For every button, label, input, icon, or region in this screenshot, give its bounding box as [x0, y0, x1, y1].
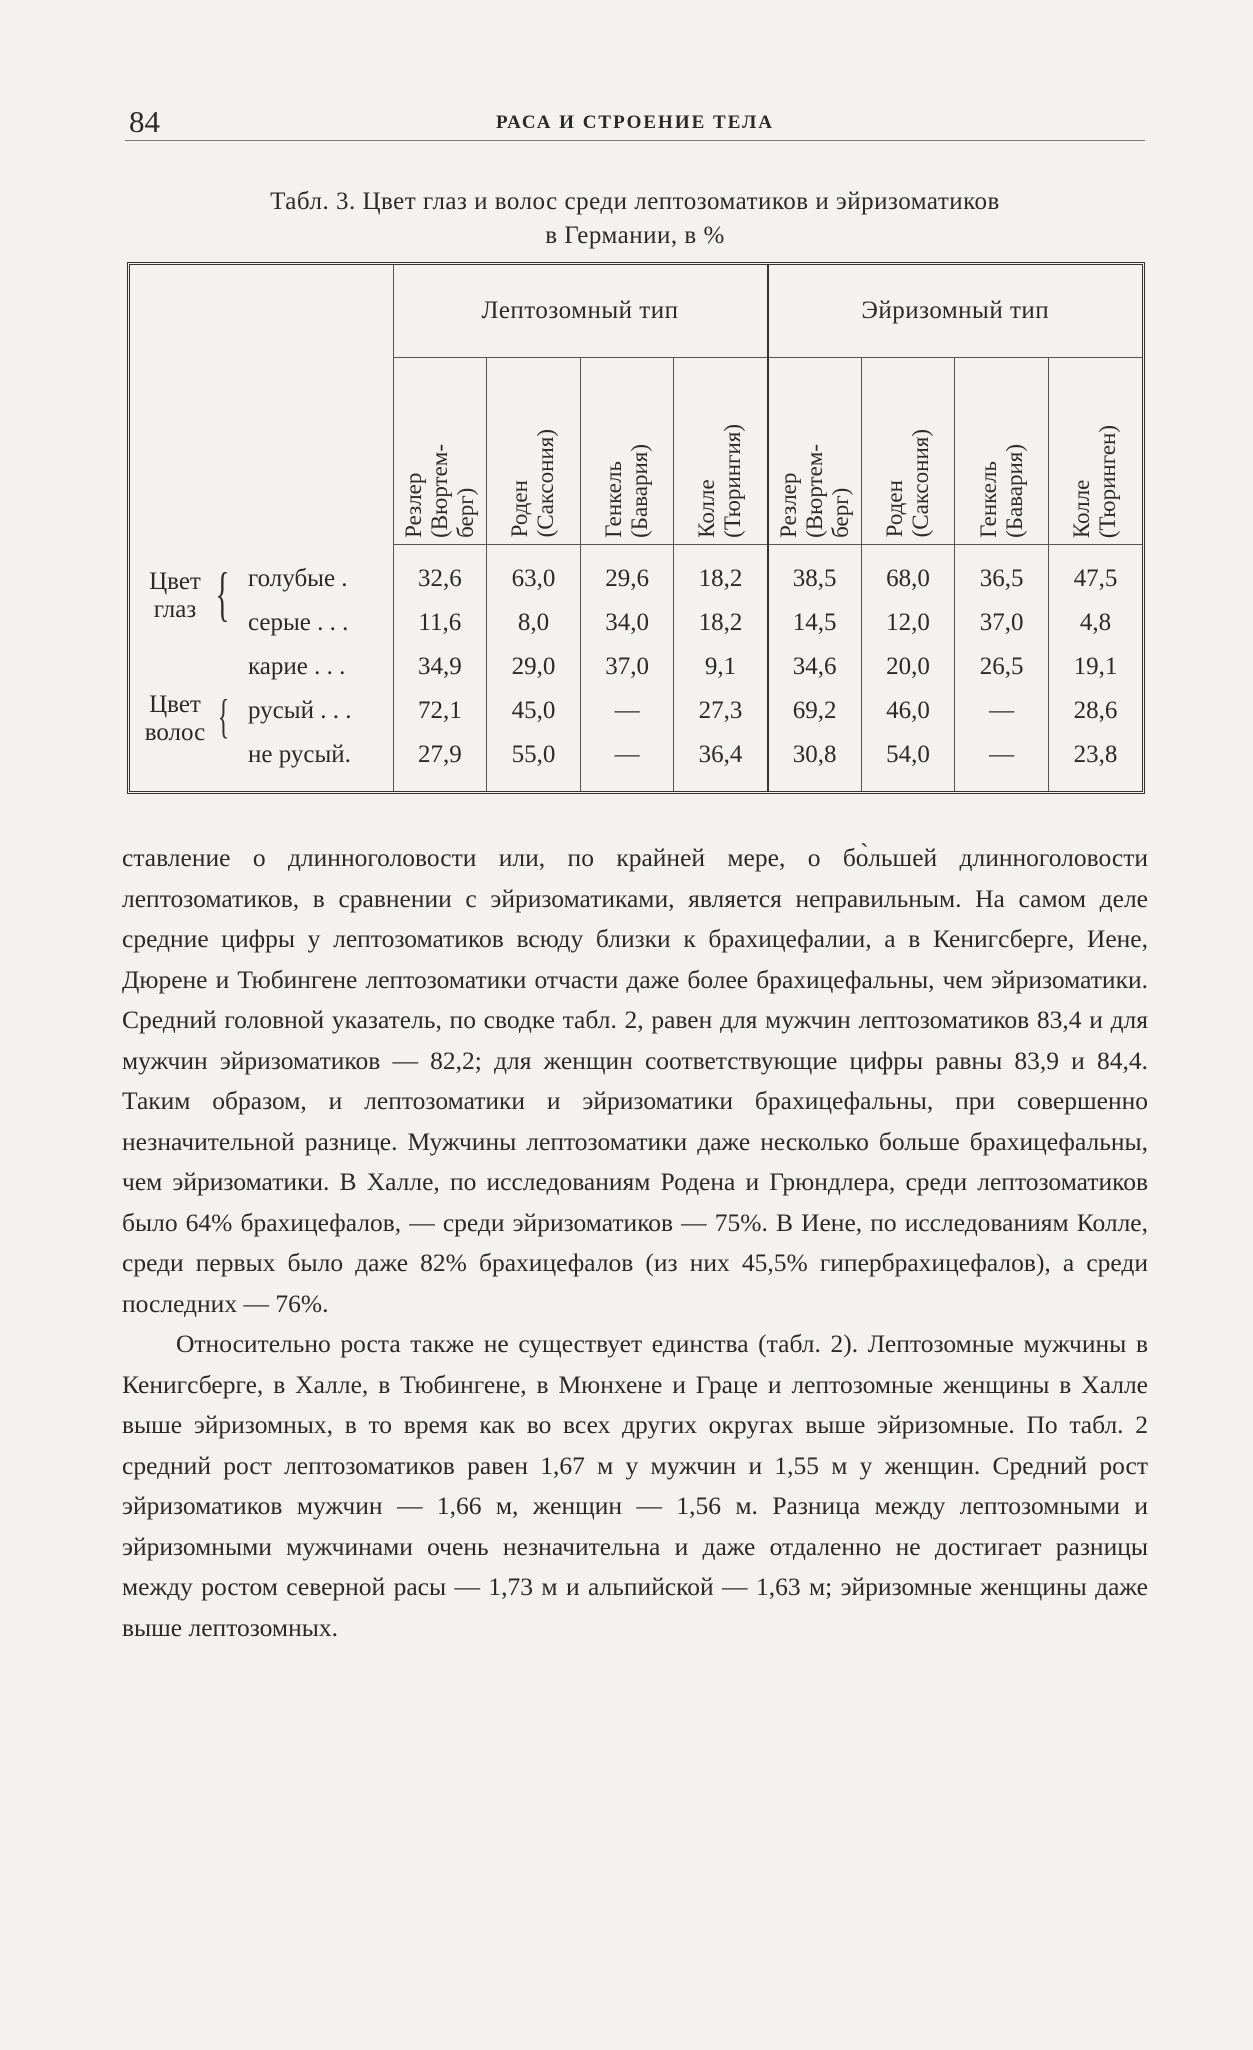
table-cell: 55,0	[487, 733, 581, 791]
table-cell: 11,6	[393, 601, 487, 645]
table-cell: 38,5	[768, 544, 862, 601]
table-cell: 27,9	[393, 733, 487, 791]
column-header: Резлер (Вюртем- берг)	[768, 357, 862, 544]
table-cell: 34,0	[580, 601, 674, 645]
table-cell: 72,1	[393, 689, 487, 733]
table-cell: —	[580, 689, 674, 733]
table-cell: 20,0	[861, 645, 955, 689]
table-cell: 45,0	[487, 689, 581, 733]
column-header: Генкель (Бавария)	[955, 357, 1049, 544]
table-row	[130, 733, 1142, 791]
row-label: русый . . .	[248, 696, 352, 724]
brace-icon: {	[215, 561, 230, 628]
row-group-label-eyes: Цвет глаз	[149, 568, 201, 624]
table-cell: 18,2	[674, 544, 768, 601]
table-cell: 36,5	[955, 544, 1049, 601]
row-group-label-hair: Цвет волос	[144, 690, 206, 746]
table-row	[130, 689, 1142, 733]
table-cell: 30,8	[768, 733, 862, 791]
table-cell: 34,6	[768, 645, 862, 689]
eye-hair-color-table	[130, 265, 1142, 791]
table-cell: 36,4	[674, 733, 768, 791]
table-cell: 14,5	[768, 601, 862, 645]
table-cell: 9,1	[674, 645, 768, 689]
table-cell: 68,0	[861, 544, 955, 601]
group-header-leptosome: Лептозомный тип	[393, 265, 768, 357]
table-row	[130, 645, 1142, 689]
table-stub-header	[130, 265, 393, 544]
running-head: РАСА И СТРОЕНИЕ ТЕЛА	[495, 112, 775, 133]
table-cell: 28,6	[1048, 689, 1142, 733]
table-cell: 23,8	[1048, 733, 1142, 791]
table-cell: 47,5	[1048, 544, 1142, 601]
table-cell: 26,5	[955, 645, 1049, 689]
table-cell: 27,3	[674, 689, 768, 733]
table-cell: 34,9	[393, 645, 487, 689]
column-header: Колле (Тюринген)	[1048, 357, 1142, 544]
data-table-frame	[127, 262, 1145, 794]
caption-line-1: Табл. 3. Цвет глаз и волос среди лептозоматиков и эйризоматиков	[270, 188, 1000, 215]
page-number: 84	[129, 104, 160, 139]
table-cell: 37,0	[580, 645, 674, 689]
column-header: Роден (Саксония)	[861, 357, 955, 544]
paragraph: Относительно роста также не существует единства (табл. 2). Лептозомные мужчины в Кенигсберге, в Халле, в Тюбингене, в Мюнхене и Граце и лептозомные женщины в Халле выше эйризомных, в то время как во всех других округах выше эйризомные. По табл. 2 средний рост лептозоматиков равен 1,67 м у мужчин и 1,55 м у женщин. Средний рост эйризоматиков мужчин — 1,66 м, женщин — 1,56 м. Разница между лептозомными и эйризомными мужчинами очень незначительна и даже отдаленно не достигает разницы между ростом северной расы — 1,73 м и альпийской — 1,63 м; эйризомные женщины даже выше лептозомных.	[122, 1329, 1148, 1642]
table-cell: 29,0	[487, 645, 581, 689]
column-header: Резлер (Вюртем- берг)	[393, 357, 487, 544]
table-cell: —	[580, 733, 674, 791]
table-cell: 12,0	[861, 601, 955, 645]
body-text	[122, 838, 1148, 1648]
table-cell: 8,0	[487, 601, 581, 645]
paragraph: ставление о длинноголовости или, по крайней мере, о бо̀льшей длинноголовости лептозоматиков, в сравнении с эйризоматиками, является неправильным. На самом деле средние цифры у лептозоматиков всюду близки к брахицефалии, а в Кенигсберге, Иене, Дюрене и Тюбингене лептозоматики отчасти даже более брахицефальны, чем эйризоматики. Средний головной указатель, по сводке табл. 2, равен для мужчин лептозоматиков 83,4 и для мужчин эйризоматиков — 82,2; для женщин соответствующие цифры равны 83,9 и 84,4. Таким образом, и лептозоматики и эйризоматики брахицефальны, при совершенно незначительной разнице. Мужчины лептозоматики даже несколько больше брахицефальны, чем эйризоматики. В Халле, по исследованиям Родена и Грюндлера, среди лептозоматиков было 64% брахицефалов, — среди эйризоматиков — 75%. В Иене, по исследованиям Колле, среди первых было даже 82% брахицефалов (из них 45,5% гипербрахицефалов), а среди последних — 76%.	[122, 843, 1148, 1318]
column-header: Роден (Саксония)	[487, 357, 581, 544]
column-header: Генкель (Бавария)	[580, 357, 674, 544]
table-cell: 37,0	[955, 601, 1049, 645]
table-cell: 69,2	[768, 689, 862, 733]
table-cell: —	[955, 689, 1049, 733]
caption-line-2: в Германии, в %	[545, 222, 725, 249]
table-cell: 19,1	[1048, 645, 1142, 689]
row-label: серые . . .	[248, 608, 349, 636]
table-cell: 29,6	[580, 544, 674, 601]
brace-icon: {	[217, 689, 230, 743]
table-cell: 32,6	[393, 544, 487, 601]
row-label: не русый.	[248, 740, 351, 768]
table-caption	[125, 185, 1145, 253]
page-header	[125, 100, 1145, 141]
table-cell: 54,0	[861, 733, 955, 791]
row-label: голубые .	[248, 564, 348, 592]
group-header-eurysome: Эйризомный тип	[768, 265, 1143, 357]
column-header: Колле (Тюрингия)	[674, 357, 768, 544]
row-label: карие . . .	[248, 652, 346, 680]
table-cell: 4,8	[1048, 601, 1142, 645]
table-row	[130, 544, 1142, 601]
table-cell: 18,2	[674, 601, 768, 645]
table-row	[130, 601, 1142, 645]
table-cell: —	[955, 733, 1049, 791]
table-cell: 46,0	[861, 689, 955, 733]
table-cell: 63,0	[487, 544, 581, 601]
